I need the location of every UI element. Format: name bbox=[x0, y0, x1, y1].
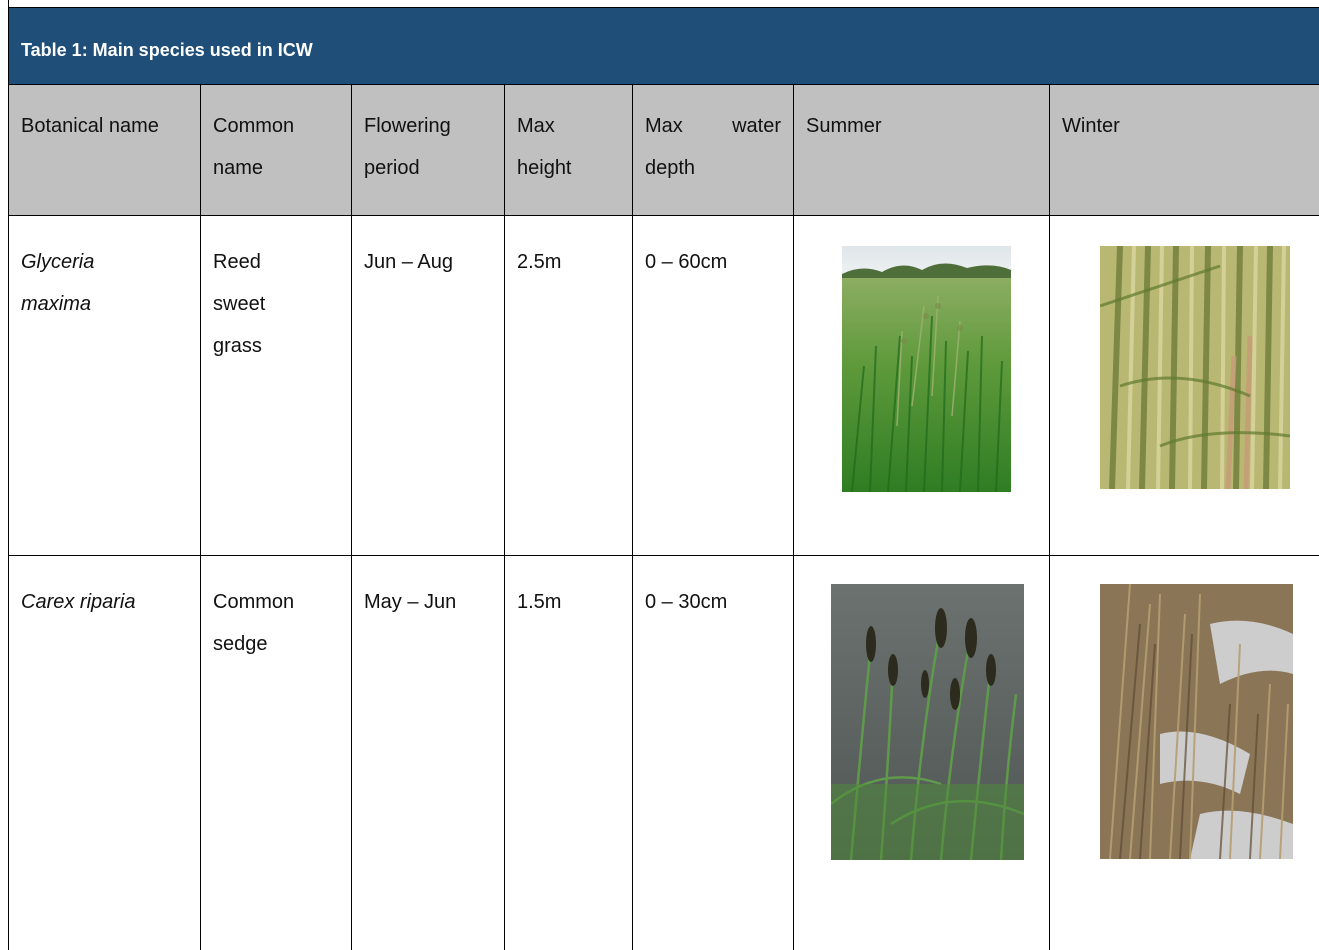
table-title: Table 1: Main species used in ICW bbox=[21, 40, 313, 60]
botanical-name-cell: Glyceria maxima bbox=[9, 216, 201, 555]
max-height-cell: 1.5m bbox=[505, 556, 633, 950]
botanical-name-cell: Carex riparia bbox=[9, 556, 201, 950]
reed-sweet-grass-summer-photo bbox=[842, 246, 1011, 492]
table-row bbox=[9, 216, 1319, 556]
header-max-water-depth: Max water depth bbox=[633, 85, 794, 215]
max-height-cell: 2.5m bbox=[505, 216, 633, 555]
common-name-cell: Reed sweet grass bbox=[201, 216, 352, 555]
common-sedge-winter-photo bbox=[1100, 584, 1293, 859]
common-name-cell: Common sedge bbox=[201, 556, 352, 950]
header-common-name: Common name bbox=[201, 85, 352, 215]
table-title-bar bbox=[9, 7, 1319, 85]
max-water-depth-cell: 0 – 60cm bbox=[633, 216, 794, 555]
header-summer: Summer bbox=[794, 85, 1050, 215]
flowering-period-cell: Jun – Aug bbox=[352, 216, 505, 555]
flowering-period-cell: May – Jun bbox=[352, 556, 505, 950]
header-winter: Winter bbox=[1062, 115, 1120, 137]
summer-photo-cell bbox=[794, 216, 1050, 555]
table-row bbox=[9, 556, 1319, 950]
reed-sweet-grass-winter-photo bbox=[1100, 246, 1290, 489]
header-flowering-period: Flowering period bbox=[352, 85, 505, 215]
winter-photo-cell bbox=[1050, 216, 1319, 555]
header-botanical-name: Botanical name bbox=[9, 85, 201, 215]
max-water-depth-cell: 0 – 30cm bbox=[633, 556, 794, 950]
species-table bbox=[8, 0, 1319, 950]
winter-photo-cell bbox=[1050, 556, 1319, 950]
table-header-row bbox=[9, 85, 1319, 216]
common-sedge-summer-photo bbox=[831, 584, 1024, 860]
summer-photo-cell bbox=[794, 556, 1050, 950]
header-max-height: Max height bbox=[505, 85, 633, 215]
